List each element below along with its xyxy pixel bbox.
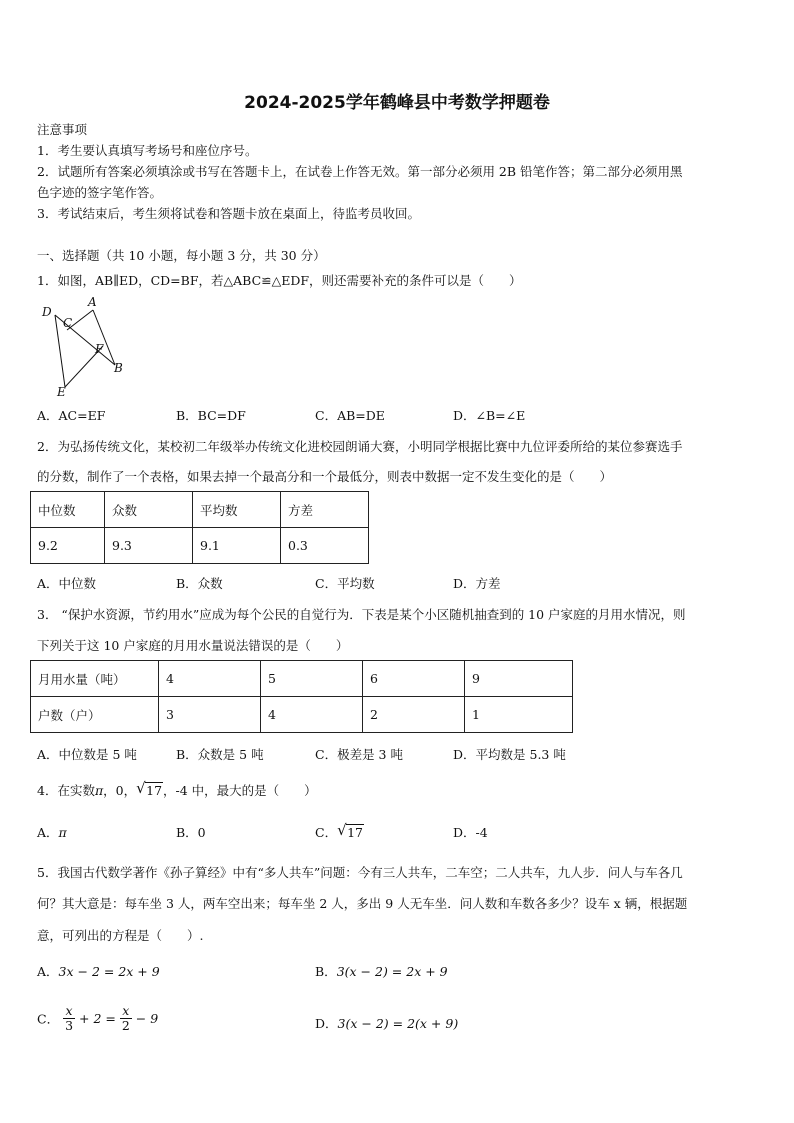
question-1-option-c[interactable]: C．AB=DE <box>315 408 385 423</box>
question-2-stem: 2．为弘扬传统文化，某校初二年级举办传统文化进校园朗诵大赛，小明同学根据比赛中九位评委所给的某位参赛选手 <box>37 439 683 454</box>
table-cell: 4 <box>261 697 363 733</box>
table-header: 众数 <box>105 492 193 528</box>
table-header: 中位数 <box>31 492 105 528</box>
notice-heading: 注意事项 <box>37 122 88 137</box>
table-header: 平均数 <box>193 492 281 528</box>
question-2-table <box>30 491 369 564</box>
pi-symbol: π <box>94 783 104 798</box>
label-d: D <box>42 305 52 319</box>
question-2-option-d[interactable]: D．方差 <box>453 576 501 591</box>
question-5-option-c[interactable]: C． $\frac{x}{3}$ + 2 = $\frac{x}{2}$ − 9 <box>37 1003 159 1033</box>
notice-item: 色字迹的签字笔作答。 <box>37 185 163 200</box>
question-4-stem <box>37 781 317 799</box>
question-1-option-d[interactable]: D．∠B=∠E <box>453 408 526 423</box>
question-3-stem: 下列关于这 10 户家庭的月用水量说法错误的是（ ） <box>37 638 349 653</box>
question-4-option-b[interactable]: B．0 <box>176 825 206 840</box>
question-2-option-c[interactable]: C．平均数 <box>315 576 375 591</box>
table-cell: 9.2 <box>31 528 105 564</box>
question-3-option-c[interactable]: C．极差是 3 吨 <box>315 747 403 762</box>
table-header: 月用水量（吨） <box>31 661 159 697</box>
question-1-option-b[interactable]: B．BC=DF <box>176 408 246 423</box>
question-2-option-a[interactable]: A．中位数 <box>37 576 97 591</box>
exam-title: 2024-2025学年鹤峰县中考数学押题卷 <box>244 93 550 113</box>
question-5-option-d[interactable]: D．3(x − 2) = 2(x + 9) <box>315 1016 459 1031</box>
table-cell: 5 <box>261 661 363 697</box>
table-cell: 4 <box>159 661 261 697</box>
question-1-option-a[interactable]: A．AC=EF <box>37 408 106 423</box>
label-f: F <box>95 342 104 356</box>
table-cell: 2 <box>363 697 465 733</box>
table-cell: 9 <box>465 661 573 697</box>
question-2-stem: 的分数，制作了一个表格，如果去掉一个最高分和一个最低分，则表中数据一定不发生变化的是（ ） <box>37 469 613 484</box>
question-3-stem: 3． “保护水资源，节约用水”应成为每个公民的自觉行为．下表是某个小区随机抽查到的 10 户家庭的月用水情况，则 <box>37 607 686 622</box>
table-header: 户数（户） <box>31 697 159 733</box>
notice-item: 2．试题所有答案必须填涂或书写在答题卡上，在试卷上作答无效。第一部分必须用 2B 铅笔作答；第二部分必须用黑 <box>37 164 683 179</box>
question-5-option-b[interactable]: B．3(x − 2) = 2x + 9 <box>315 964 448 979</box>
label-c: C <box>63 316 73 330</box>
question-3-option-d[interactable]: D．平均数是 5.3 吨 <box>453 747 566 762</box>
table-cell: 9.1 <box>193 528 281 564</box>
table-cell: 3 <box>159 697 261 733</box>
question-5-stem: 5．我国古代数学著作《孙子算经》中有“多人共车”问题：今有三人共车，二车空；二人共车，九人步．问人与车各几 <box>37 865 683 880</box>
table-cell: 9.3 <box>105 528 193 564</box>
notice-item: 3．考试结束后，考生须将试卷和答题卡放在桌面上，待监考员收回。 <box>37 206 420 221</box>
question-2-option-b[interactable]: B．众数 <box>176 576 223 591</box>
table-cell: 1 <box>465 697 573 733</box>
label-e: E <box>57 385 66 398</box>
stem-text: ，-4 中，最大的是（ ） <box>163 783 317 798</box>
table-cell: 0.3 <box>281 528 369 564</box>
stem-text: 4．在实数 <box>37 783 95 798</box>
question-5-option-a[interactable]: A．3x − 2 = 2x + 9 <box>37 964 160 979</box>
label-a: A <box>88 295 97 309</box>
section-heading: 一、选择题（共 10 小题，每小题 3 分，共 30 分） <box>37 248 326 263</box>
table-header: 方差 <box>281 492 369 528</box>
question-5-stem: 何？其大意是：每车坐 3 人，两车空出来；每车坐 2 人，多出 9 人无车坐．问人数和车数各多少？设车 x 辆，根据题 <box>37 896 688 911</box>
sqrt-expression: √ 17 <box>136 779 163 798</box>
stem-text: ，0， <box>103 783 137 798</box>
label-b: B <box>114 361 123 375</box>
question-3-table <box>30 660 573 733</box>
question-3-option-a[interactable]: A．中位数是 5 吨 <box>37 747 137 762</box>
question-1-figure <box>36 294 132 398</box>
notice-item: 1．考生要认真填写考场号和座位序号。 <box>37 143 258 158</box>
question-4-option-a[interactable]: A．π <box>37 825 67 840</box>
question-5-stem: 意，可列出的方程是（ ）. <box>37 928 204 943</box>
question-4-option-d[interactable]: D．-4 <box>453 825 488 840</box>
question-3-option-b[interactable]: B．众数是 5 吨 <box>176 747 264 762</box>
question-1-stem: 1．如图，AB∥ED，CD=BF，若△ABC≌△EDF，则还需要补充的条件可以是（ ） <box>37 273 522 288</box>
table-cell: 6 <box>363 661 465 697</box>
segment-ab <box>93 310 115 365</box>
question-4-option-c[interactable]: C． √ 17 <box>315 821 363 840</box>
